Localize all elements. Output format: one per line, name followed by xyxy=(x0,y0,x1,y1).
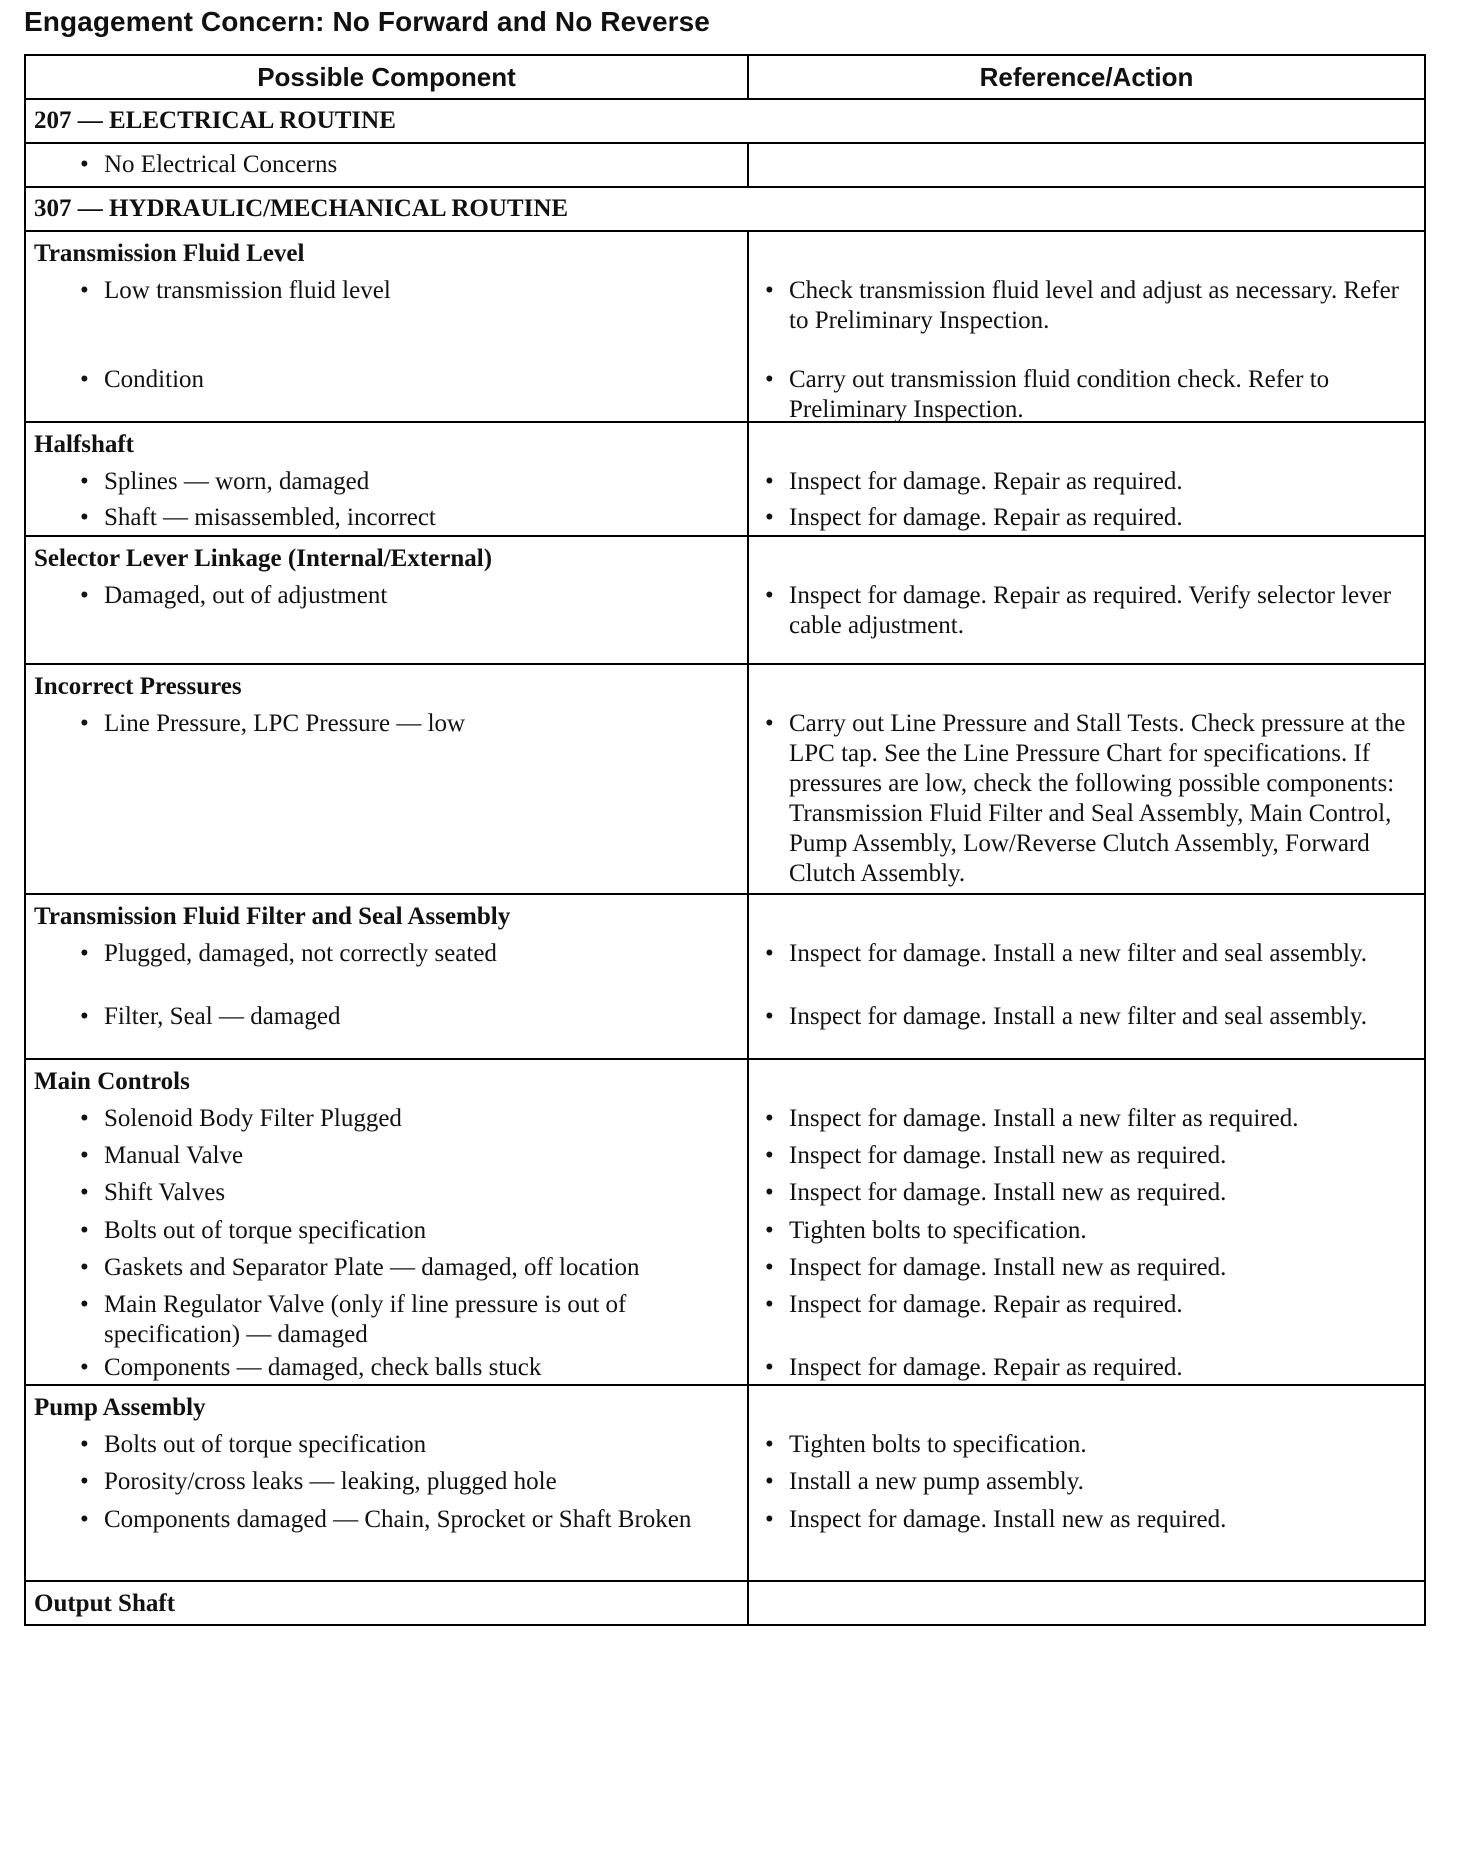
component-item: • Filter, Seal — damaged xyxy=(26,1002,747,1032)
action-item: • Install a new pump assembly. xyxy=(749,1467,1424,1497)
component-cell xyxy=(26,423,749,535)
page-title: Engagement Concern: No Forward and No Reverse xyxy=(24,6,710,37)
component-item: • Condition xyxy=(26,365,747,395)
routine-hydraulic: 307 — HYDRAULIC/MECHANICAL ROUTINE xyxy=(26,188,1424,232)
component-item: • Bolts out of torque specification xyxy=(26,1216,747,1246)
action-item: • Inspect for damage. Install new as required. xyxy=(749,1253,1424,1283)
component-item: • Components — damaged, check balls stuck xyxy=(26,1353,747,1383)
section-title: Incorrect Pressures xyxy=(34,673,242,700)
action-cell xyxy=(749,232,1424,421)
action-cell xyxy=(749,1582,1424,1624)
section-title: Transmission Fluid Filter and Seal Assembly xyxy=(34,903,511,930)
action-item: • Inspect for damage. Install new as required. xyxy=(749,1505,1424,1535)
component-cell xyxy=(26,1060,749,1384)
component-item: • Solenoid Body Filter Plugged xyxy=(26,1104,747,1134)
component-cell xyxy=(26,537,749,663)
component-item: • Damaged, out of adjustment xyxy=(26,581,747,611)
component-cell xyxy=(26,144,749,186)
table-row xyxy=(26,144,1424,188)
action-item: • Inspect for damage. Install a new filter as required. xyxy=(749,1104,1424,1134)
section xyxy=(26,1582,1424,1624)
component-cell xyxy=(26,232,749,421)
action-item: • Inspect for damage. Repair as required. Verify selector lever cable adjustment. xyxy=(749,581,1424,641)
component-cell xyxy=(26,1386,749,1580)
action-item: • Inspect for damage. Install a new filter and seal assembly. xyxy=(749,939,1424,969)
action-cell xyxy=(749,1386,1424,1580)
header-reference-action: Reference/Action xyxy=(979,61,1194,92)
component-item: • Line Pressure, LPC Pressure — low xyxy=(26,709,747,739)
component-item: • No Electrical Concerns xyxy=(26,150,347,180)
action-item: • Tighten bolts to specification. xyxy=(749,1430,1424,1460)
section-title: Halfshaft xyxy=(34,431,134,458)
action-cell xyxy=(749,537,1424,663)
section xyxy=(26,232,1424,423)
table-header xyxy=(26,56,1424,100)
component-item: • Low transmission fluid level xyxy=(26,276,747,306)
action-cell xyxy=(749,1060,1424,1384)
action-item: • Inspect for damage. Repair as required. xyxy=(749,1353,1424,1383)
action-cell xyxy=(749,895,1424,1058)
section-title: Pump Assembly xyxy=(34,1394,206,1421)
component-item: • Main Regulator Valve (only if line pressure is out of specification) — damaged xyxy=(26,1290,747,1350)
action-item: • Inspect for damage. Install new as required. xyxy=(749,1178,1424,1208)
action-item: • Inspect for damage. Install a new filter and seal assembly. xyxy=(749,1002,1424,1032)
component-item: • Bolts out of torque specification xyxy=(26,1430,747,1460)
action-item: • Inspect for damage. Install new as required. xyxy=(749,1141,1424,1171)
section xyxy=(26,895,1424,1060)
action-cell xyxy=(749,423,1424,535)
component-item: • Components damaged — Chain, Sprocket or Shaft Broken xyxy=(26,1505,747,1535)
routine-electrical: 207 — ELECTRICAL ROUTINE xyxy=(26,100,1424,144)
component-item: • Gaskets and Separator Plate — damaged, off location xyxy=(26,1253,747,1283)
component-item: • Manual Valve xyxy=(26,1141,747,1171)
component-cell xyxy=(26,895,749,1058)
component-item: • Shaft — misassembled, incorrect xyxy=(26,503,747,533)
header-possible-component: Possible Component xyxy=(26,56,749,98)
component-cell xyxy=(26,665,749,893)
component-cell xyxy=(26,1582,749,1624)
section-title: Output Shaft xyxy=(34,1590,176,1617)
action-item: • Inspect for damage. Repair as required. xyxy=(749,467,1424,497)
action-item: • Carry out transmission fluid condition check. Refer to Preliminary Inspection. xyxy=(749,365,1424,425)
component-item: • Splines — worn, damaged xyxy=(26,467,747,497)
diagnosis-table xyxy=(24,54,1426,1626)
action-item: • Check transmission fluid level and adjust as necessary. Refer to Preliminary Inspection. xyxy=(749,276,1424,336)
action-cell xyxy=(749,144,1424,186)
section xyxy=(26,537,1424,665)
action-item: • Inspect for damage. Repair as required. xyxy=(749,1290,1424,1320)
section-title: Transmission Fluid Level xyxy=(34,240,305,267)
section-title: Main Controls xyxy=(34,1068,190,1095)
section xyxy=(26,1060,1424,1386)
component-item: • Plugged, damaged, not correctly seated xyxy=(26,939,747,969)
section xyxy=(26,423,1424,537)
action-item: • Inspect for damage. Repair as required. xyxy=(749,503,1424,533)
action-item: • Carry out Line Pressure and Stall Tests. Check pressure at the LPC tap. See the Line Pressure Chart for specifications. If pressures are low, check the following possible components: Transmission Fluid Filter and Seal Assembly, Main Control, Pump Assembly, Low/Reverse Clutch Assembly, Forward Clutch Assembly. xyxy=(749,709,1424,889)
action-item: • Tighten bolts to specification. xyxy=(749,1216,1424,1246)
action-cell xyxy=(749,665,1424,893)
component-item: • Porosity/cross leaks — leaking, plugged hole xyxy=(26,1467,747,1497)
component-item: • Shift Valves xyxy=(26,1178,747,1208)
section-title: Selector Lever Linkage (Internal/External) xyxy=(34,545,493,572)
section xyxy=(26,665,1424,895)
section xyxy=(26,1386,1424,1582)
section-list xyxy=(26,232,1424,1624)
